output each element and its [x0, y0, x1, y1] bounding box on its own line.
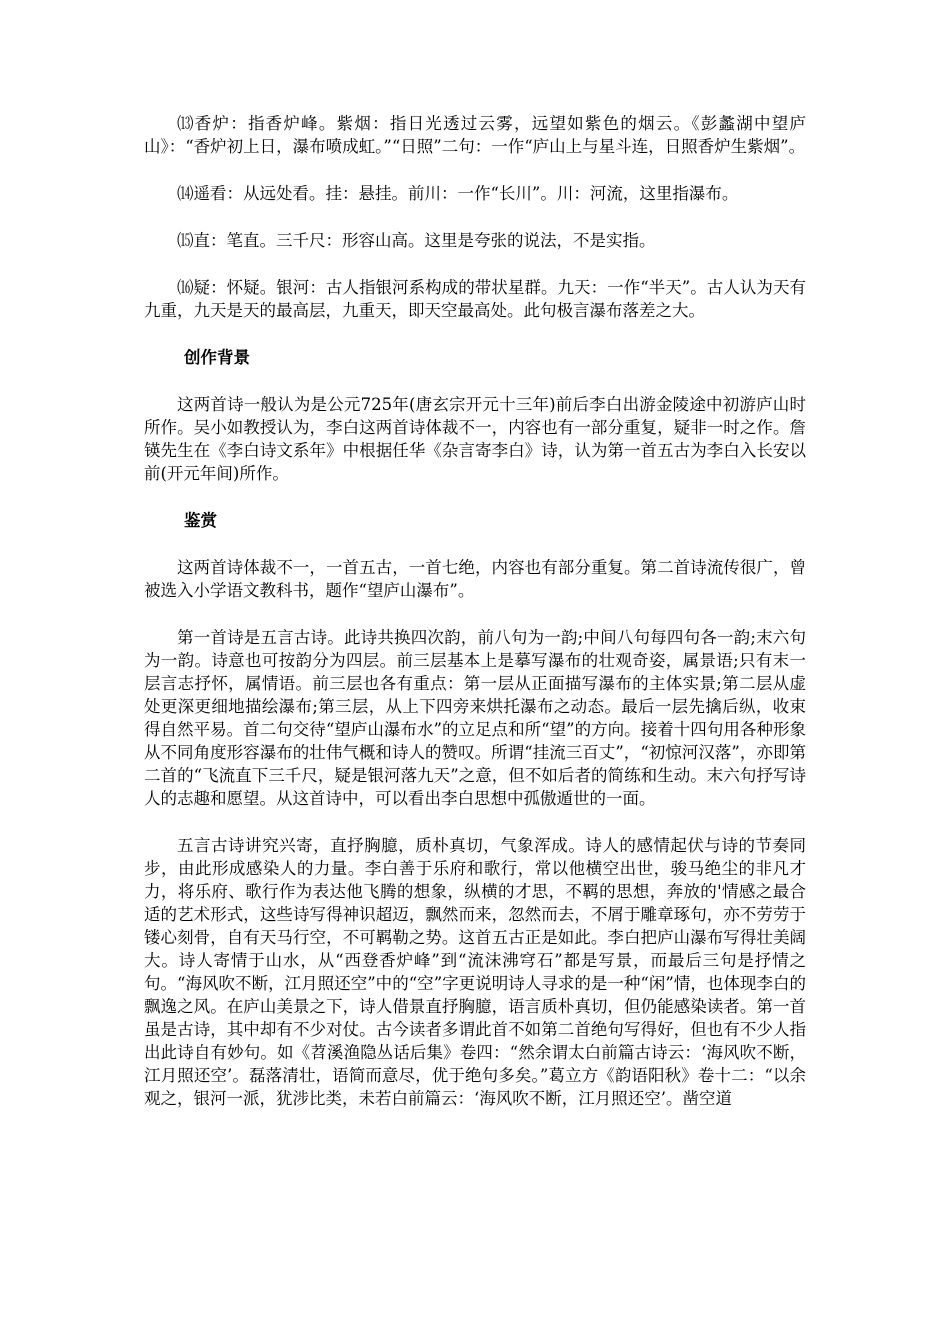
appreciation-paragraph-3: 五言古诗讲究兴寄，直抒胸臆，质朴真切，气象浑成。诗人的感情起伏与诗的节奏同步，由此形成感染人的力量。李白善于乐府和歌行，常以他横空出世，骏马绝尘的非凡才力，将乐府、歌行作为表达他飞腾的想象，纵横的才思，不羁的思想，奔放的'情感之最合适的艺术形式，这些诗写得神识超迈，飘然而来，忽然而去，不屑于雕章琢句，亦不劳劳于镂心刻骨，自有天马行空，不可羁勒之势。这首五古正是如此。李白把庐山瀑布写得壮美阔大。诗人寄情于山水，从“西登香炉峰”到“流沫沸穹石”都是写景，而最后三句是抒情之句。“海风吹不断，江月照还空”中的“空”字更说明诗人寻求的是一种“闲”情，也体现李白的飘逸之风。在庐山美景之下，诗人借景直抒胸臆，语言质朴真切，但仍能感染读者。第一首虽是古诗，其中却有不少对仗。古今读者多谓此首不如第二首绝句写得好，但也有不少人指出此诗自有妙句。如《苕溪渔隐丛话后集》卷四：“然余谓太白前篇古诗云：‘海风吹不断，江月照还空’。磊落清壮，语简而意尽，优于绝句多矣。”葛立方《韵语阳秋》卷十二：“以余观之，银河一派，犹涉比类，未若白前篇云：‘海风吹不断，江月照还空’。凿空道 [144, 836, 806, 1108]
note-14: ⒁遥看：从远处看。挂：悬挂。前川：一作“长川”。川：河流，这里指瀑布。 [177, 184, 739, 203]
background-paragraph: 这两首诗一般认为是公元725年(唐玄宗开元十三年)前后李白出游金陵途中初游庐山时所作。吴小如教授认为，李白这两首诗体裁不一，内容也有一部分重复，疑非一时之作。詹锳先生在《李白诗文系年》中根据任华《杂言寄李白》诗，认为第一首五古为李白入长安以前(开元年间)所作。 [144, 395, 806, 483]
appreciation-paragraph-1: 这两首诗体裁不一，一首五古，一首七绝，内容也有部分重复。第二首诗流传很广，曾被选入小学语文教科书，题作“望庐山瀑布”。 [144, 558, 806, 600]
appreciation-paragraph-2: 第一首诗是五言古诗。此诗共换四次韵，前八句为一韵;中间八句每四句各一韵;末六句为一韵。诗意也可按韵分为四层。前三层基本上是摹写瀑布的壮观奇姿，属景语;只有末一层言志抒怀，属情语。前三层也各有重点：第一层从正面描写瀑布的主体实景;第二层从虚处更深更细地描绘瀑布;第三层，从上下四旁来烘托瀑布之动态。最后一层先擒后纵，收束得自然平易。首二句交待“望庐山瀑布水”的立足点和所“望”的方向。接着十四句用各种形象从不同角度形容瀑布的壮伟气概和诗人的赞叹。所谓“挂流三百丈”，“初惊河汉落”，亦即第二首的“飞流直下三千尺，疑是银河落九天”之意，但不如后者的简练和生动。末六句抒写诗人的志趣和愿望。从这首诗中，可以看出李白思想中孤傲遁世的一面。 [144, 628, 806, 808]
note-16: ⒃疑：怀疑。银河：古人指银河系构成的带状星群。九天：一作“半天”。古人认为天有九重，九天是天的最高层，九重天，即天空最高处。此句极言瀑布落差之大。 [144, 278, 806, 320]
section-heading-appreciation: 鉴赏 [184, 511, 217, 530]
note-13: ⒀香炉：指香炉峰。紫烟：指日光透过云雾，远望如紫色的烟云。《彭蠡湖中望庐山》：“香炉初上日，瀑布喷成虹。”“日照”二句：一作“庐山上与星斗连，日照香炉生紫烟”。 [144, 114, 806, 156]
note-15: ⒂直：笔直。三千尺：形容山高。这里是夸张的说法，不是实指。 [177, 231, 656, 250]
document-page [144, 112, 806, 1132]
section-heading-background: 创作背景 [184, 348, 250, 367]
